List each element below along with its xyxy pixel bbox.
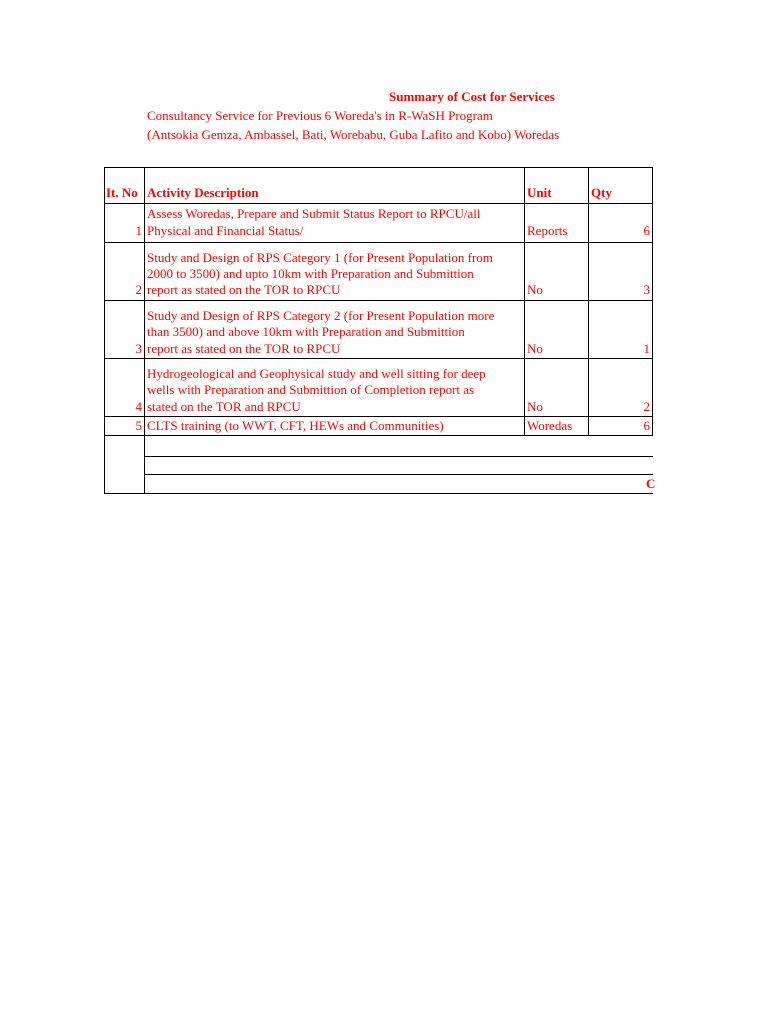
row-4-item-no: 4 — [135, 399, 142, 414]
row-2-item-no: 2 — [135, 282, 142, 297]
row-divider — [104, 358, 653, 359]
row-2-unit: No — [527, 282, 543, 297]
table-border-bottom — [104, 493, 653, 494]
row-5-qty: 6 — [643, 418, 650, 433]
document-title: Summary of Cost for Services — [389, 89, 555, 104]
header-activity-description: Activity Description — [147, 185, 259, 200]
row-5-unit: Woredas — [527, 418, 573, 433]
row-2-description-line-1: Study and Design of RPS Category 1 (for Present Population from — [147, 250, 493, 265]
column-divider-unit — [524, 167, 525, 435]
row-4-description-line-2: wells with Preparation and Submittion of Completion report as — [147, 382, 475, 397]
row-3-description-line-3: report as stated on the TOR to RPCU — [147, 341, 341, 356]
row-3-description-line-2: than 3500) and above 10km with Preparation and Submittion — [147, 324, 465, 339]
row-4-qty: 2 — [643, 399, 650, 414]
row-4-description-line-3: stated on the TOR and RPCU — [147, 399, 301, 414]
row-2-qty: 3 — [643, 282, 650, 297]
row-3-description-line-1: Study and Design of RPS Category 2 (for Present Population more — [147, 308, 495, 323]
summary-line — [144, 474, 653, 475]
row-divider — [104, 203, 653, 204]
row-3-qty: 1 — [643, 341, 650, 356]
header-qty: Qty — [591, 185, 612, 200]
row-2-description-line-2: 2000 to 3500) and upto 10km with Preparation and Submittion — [147, 266, 474, 281]
row-5-description-line-1: CLTS training (to WWT, CFT, HEWs and Communities) — [147, 418, 444, 433]
column-divider-description — [144, 167, 145, 494]
row-4-unit: No — [527, 399, 543, 414]
header-item-no: It. No — [106, 185, 138, 200]
column-divider-qty — [588, 167, 589, 435]
row-1-item-no: 1 — [135, 223, 142, 238]
row-5-item-no: 5 — [135, 418, 142, 433]
row-1-description-line-1: Assess Woredas, Prepare and Submit Status Report to RPCU/all — [147, 206, 481, 221]
row-3-unit: No — [527, 341, 543, 356]
header-unit: Unit — [527, 185, 552, 200]
row-1-unit: Reports — [527, 223, 568, 238]
row-1-qty: 6 — [643, 223, 650, 238]
table-border-top — [104, 167, 653, 168]
row-2-description-line-3: report as stated on the TOR to RPCU — [147, 282, 341, 297]
subtitle-line-1: Consultancy Service for Previous 6 Woreda's in R-WaSH Program — [147, 108, 493, 123]
table-border-right — [652, 167, 653, 435]
row-divider — [104, 242, 653, 243]
row-1-description-line-2: Physical and Financial Status/ — [147, 223, 304, 238]
truncated-total-label: C — [646, 476, 656, 491]
row-divider — [104, 435, 653, 436]
table-border-left — [104, 167, 105, 494]
row-divider — [104, 300, 653, 301]
subtitle-line-2: (Antsokia Gemza, Ambassel, Bati, Worebabu, Guba Lafito and Kobo) Woredas — [147, 127, 560, 142]
summary-line — [144, 456, 653, 457]
row-3-item-no: 3 — [135, 341, 142, 356]
row-4-description-line-1: Hydrogeological and Geophysical study and well sitting for deep — [147, 366, 486, 381]
